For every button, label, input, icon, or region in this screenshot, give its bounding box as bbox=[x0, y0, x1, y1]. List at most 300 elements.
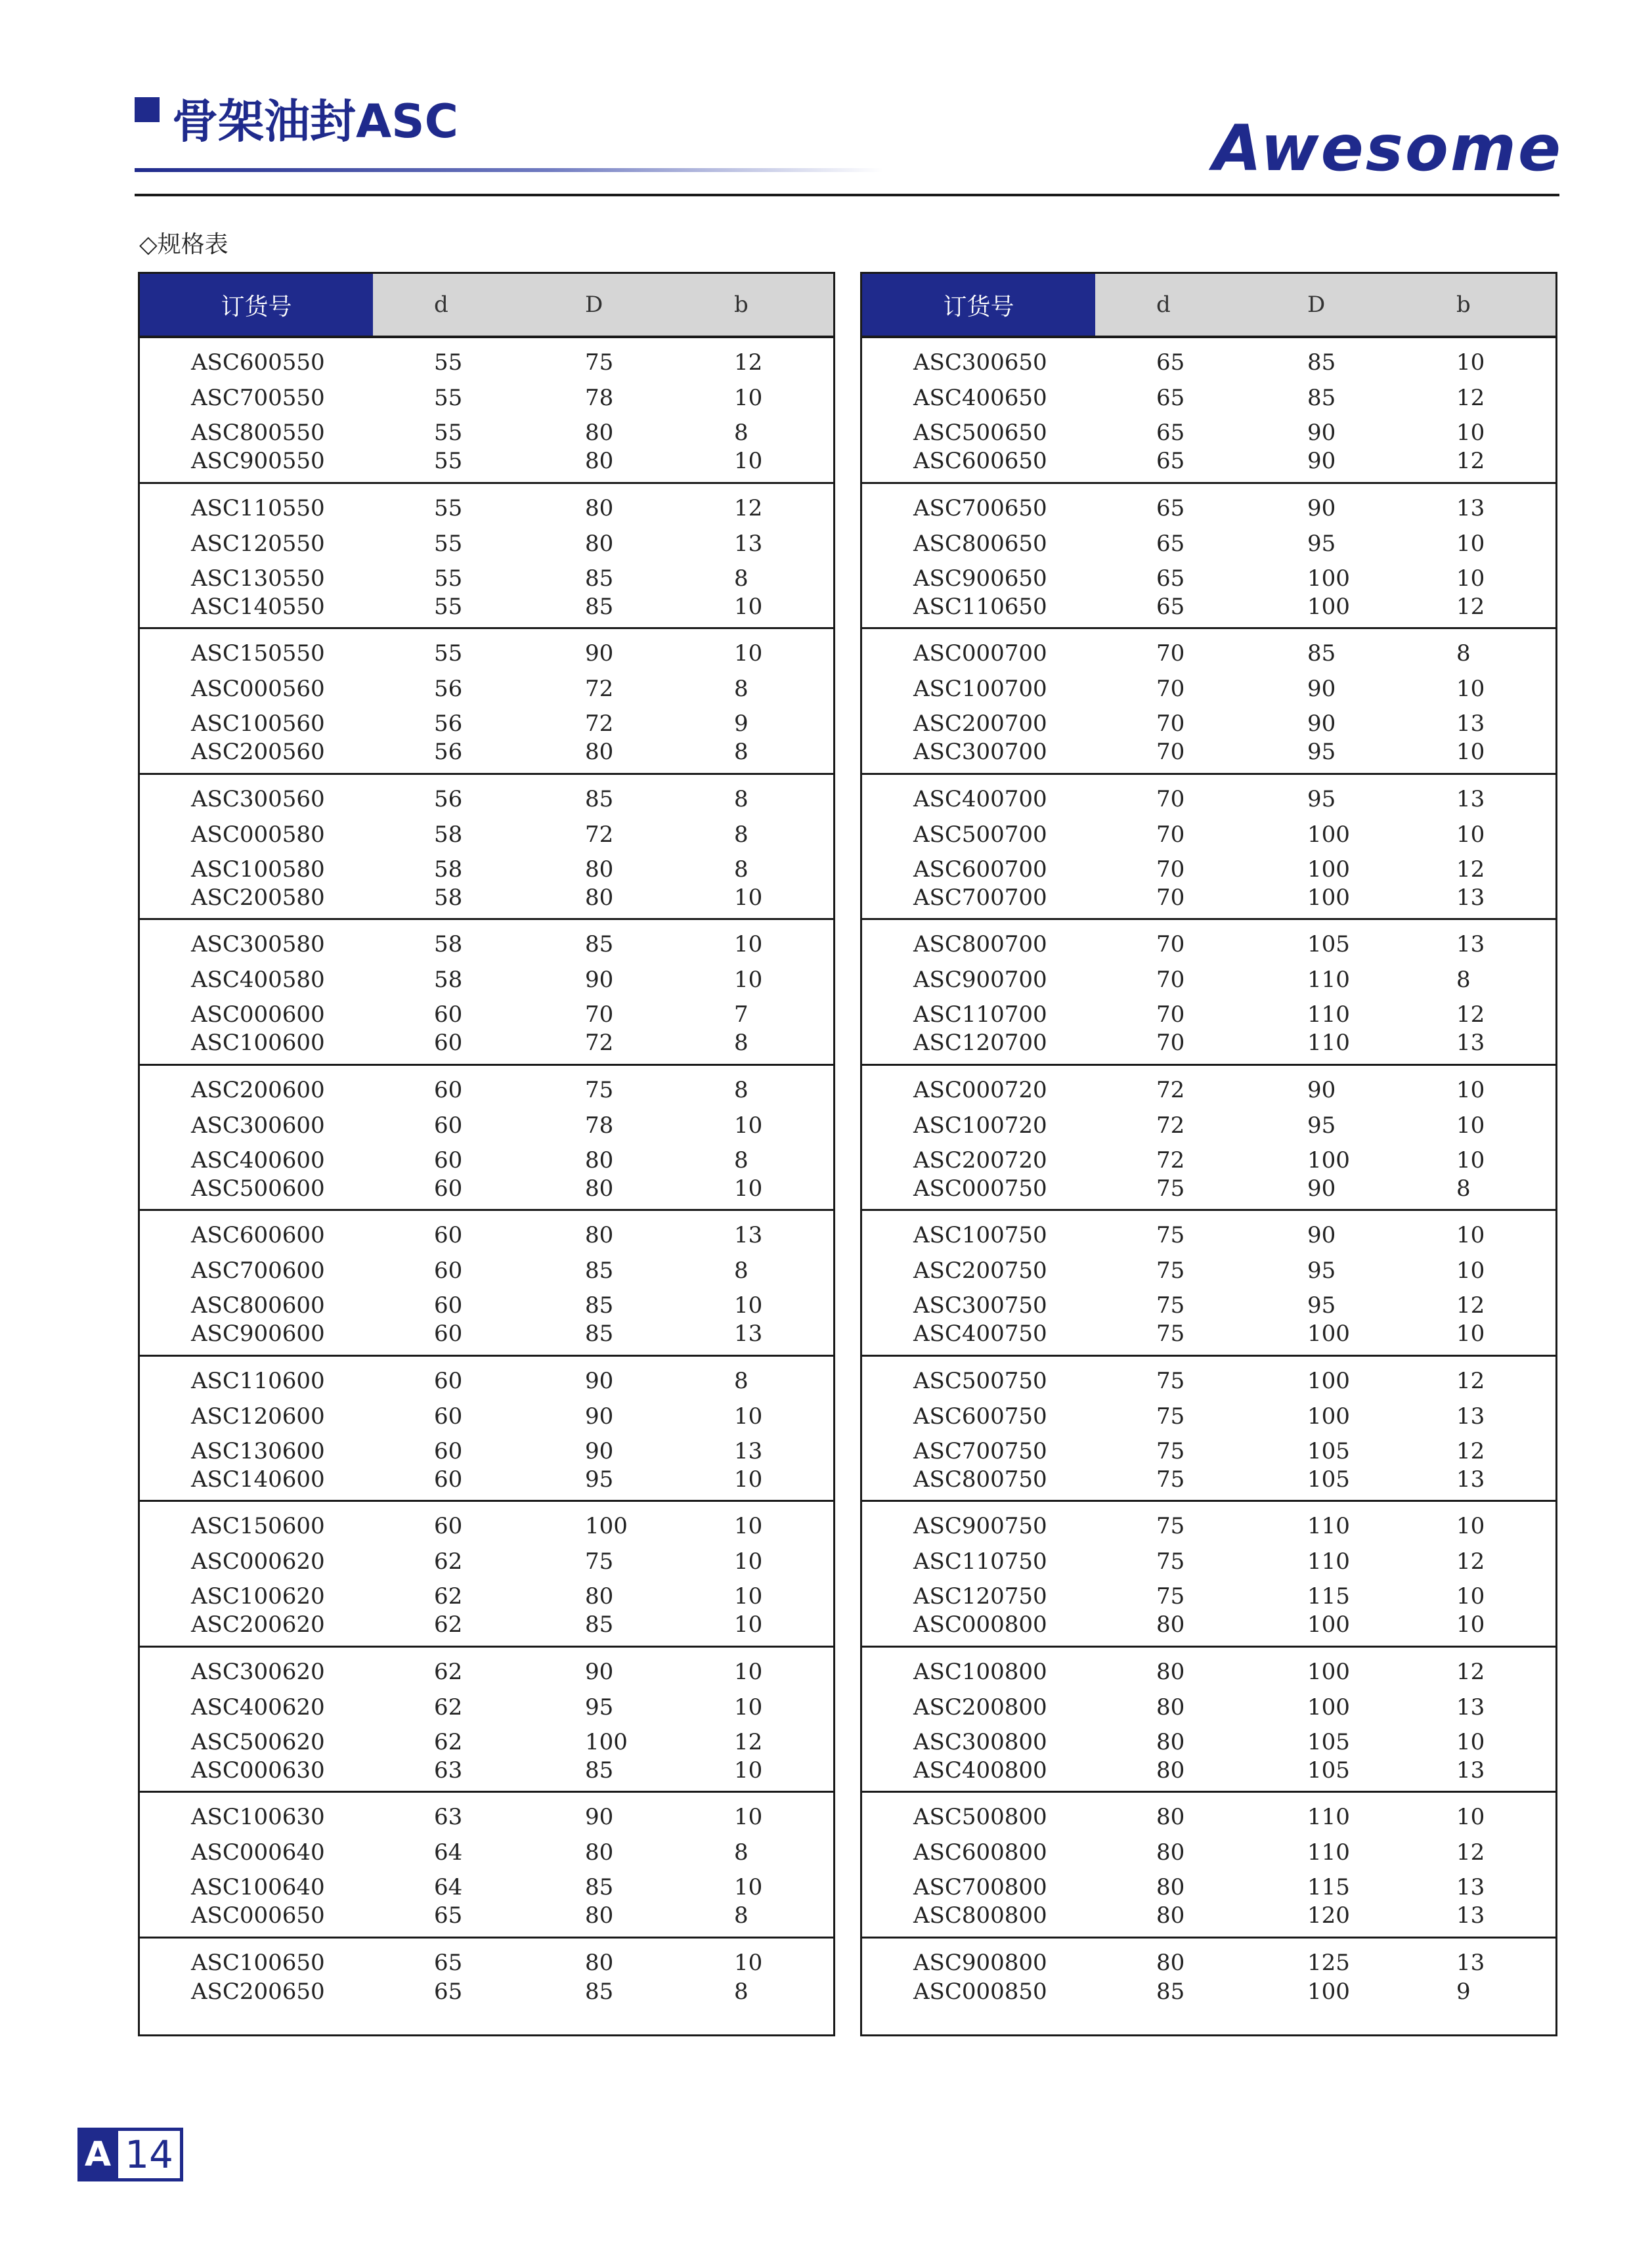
cell-d: 75 bbox=[1156, 1548, 1185, 1575]
cell-d: 72 bbox=[1156, 1147, 1185, 1173]
table-row bbox=[140, 1946, 833, 1979]
cell-order-no: ASC100560 bbox=[191, 711, 325, 737]
cell-d: 70 bbox=[1156, 967, 1185, 993]
cell-b: 8 bbox=[734, 1839, 749, 1866]
cell-order-no: ASC110650 bbox=[913, 593, 1047, 620]
cell-d: 60 bbox=[434, 1367, 463, 1394]
cell-b: 10 bbox=[734, 1292, 763, 1319]
cell-order-no: ASC100630 bbox=[191, 1804, 325, 1830]
cell-d: 65 bbox=[1156, 494, 1185, 521]
cell-d: 70 bbox=[1156, 821, 1185, 848]
cell-b: 10 bbox=[1456, 1583, 1485, 1610]
cell-d: 80 bbox=[1156, 1728, 1185, 1755]
cell-b: 10 bbox=[734, 1513, 763, 1539]
cell-b: 8 bbox=[734, 1030, 749, 1056]
cell-d: 80 bbox=[1156, 1839, 1185, 1866]
cell-order-no: ASC200620 bbox=[191, 1611, 325, 1638]
row-group bbox=[140, 1648, 833, 1793]
cell-order-no: ASC700800 bbox=[913, 1874, 1047, 1900]
cell-b: 12 bbox=[1456, 448, 1485, 474]
cell-d: 75 bbox=[1156, 1222, 1185, 1248]
cell-order-no: ASC400700 bbox=[913, 785, 1047, 812]
cell-order-no: ASC100750 bbox=[913, 1222, 1047, 1248]
table-row bbox=[862, 1463, 1555, 1496]
cell-order-no: ASC200750 bbox=[913, 1258, 1047, 1284]
cell-b: 12 bbox=[734, 1728, 763, 1755]
cell-order-no: ASC900550 bbox=[191, 448, 325, 474]
cell-d: 55 bbox=[434, 420, 463, 446]
table-body bbox=[140, 338, 833, 2034]
cell-b: 10 bbox=[1456, 676, 1485, 702]
cell-D: 100 bbox=[1307, 1658, 1350, 1685]
cell-order-no: ASC700600 bbox=[191, 1258, 325, 1284]
cell-D: 85 bbox=[585, 1757, 614, 1784]
cell-b: 8 bbox=[734, 1367, 749, 1394]
cell-b: 12 bbox=[1456, 1001, 1485, 1028]
cell-D: 80 bbox=[585, 530, 614, 557]
cell-b: 13 bbox=[1456, 1694, 1485, 1720]
cell-order-no: ASC800750 bbox=[913, 1466, 1047, 1493]
cell-order-no: ASC200700 bbox=[913, 711, 1047, 737]
cell-b: 8 bbox=[734, 856, 749, 883]
cell-d: 75 bbox=[1156, 1437, 1185, 1464]
cell-b: 10 bbox=[734, 931, 763, 957]
cell-D: 125 bbox=[1307, 1949, 1350, 1976]
cell-order-no: ASC000850 bbox=[913, 1978, 1047, 2005]
table-row bbox=[862, 590, 1555, 623]
cell-order-no: ASC200800 bbox=[913, 1694, 1047, 1720]
cell-d: 70 bbox=[1156, 931, 1185, 957]
cell-D: 90 bbox=[585, 1437, 614, 1464]
table-row bbox=[862, 1545, 1555, 1578]
cell-D: 110 bbox=[1307, 1513, 1350, 1539]
cell-d: 55 bbox=[434, 593, 463, 620]
cell-d: 60 bbox=[434, 1403, 463, 1430]
title-marker bbox=[135, 97, 160, 122]
cell-D: 85 bbox=[585, 1258, 614, 1284]
cell-b: 10 bbox=[734, 967, 763, 993]
table-body bbox=[862, 338, 1555, 2034]
cell-b: 8 bbox=[1456, 640, 1471, 667]
cell-b: 10 bbox=[1456, 1222, 1485, 1248]
cell-d: 60 bbox=[434, 1147, 463, 1173]
row-group bbox=[862, 1211, 1555, 1357]
title-underline bbox=[135, 168, 883, 172]
cell-D: 100 bbox=[1307, 1403, 1350, 1430]
cell-d: 64 bbox=[434, 1839, 463, 1866]
page-title: 骨架油封ASC bbox=[172, 95, 458, 148]
cell-order-no: ASC120600 bbox=[191, 1403, 325, 1430]
cell-D: 90 bbox=[1307, 448, 1336, 474]
cell-b: 12 bbox=[1456, 1367, 1485, 1394]
spec-table-left bbox=[138, 272, 835, 2036]
cell-D: 100 bbox=[1307, 821, 1350, 848]
table-row bbox=[862, 1655, 1555, 1688]
row-group bbox=[862, 775, 1555, 921]
cell-d: 56 bbox=[434, 739, 463, 765]
cell-D: 80 bbox=[585, 884, 614, 911]
table-row bbox=[862, 1754, 1555, 1787]
brand-logo: Awesome bbox=[1212, 112, 1563, 185]
cell-order-no: ASC600700 bbox=[913, 856, 1047, 883]
table-row bbox=[862, 1074, 1555, 1107]
cell-d: 58 bbox=[434, 856, 463, 883]
cell-d: 62 bbox=[434, 1728, 463, 1755]
cell-b: 13 bbox=[1456, 1949, 1485, 1976]
cell-order-no: ASC000750 bbox=[913, 1175, 1047, 1202]
cell-D: 100 bbox=[1307, 1367, 1350, 1394]
cell-D: 75 bbox=[585, 1076, 614, 1103]
cell-D: 85 bbox=[585, 785, 614, 812]
cell-D: 100 bbox=[1307, 856, 1350, 883]
cell-order-no: ASC800700 bbox=[913, 931, 1047, 957]
cell-d: 56 bbox=[434, 711, 463, 737]
cell-d: 56 bbox=[434, 676, 463, 702]
table-row bbox=[140, 1400, 833, 1433]
cell-b: 10 bbox=[1456, 420, 1485, 446]
cell-D: 100 bbox=[1307, 1694, 1350, 1720]
cell-order-no: ASC000620 bbox=[191, 1548, 325, 1575]
cell-D: 100 bbox=[1307, 565, 1350, 592]
cell-d: 65 bbox=[1156, 448, 1185, 474]
cell-order-no: ASC130600 bbox=[191, 1437, 325, 1464]
cell-d: 58 bbox=[434, 931, 463, 957]
cell-order-no: ASC000640 bbox=[191, 1839, 325, 1866]
cell-order-no: ASC500700 bbox=[913, 821, 1047, 848]
cell-d: 55 bbox=[434, 640, 463, 667]
table-row bbox=[140, 1510, 833, 1543]
cell-d: 60 bbox=[434, 1175, 463, 1202]
cell-b: 8 bbox=[734, 1902, 749, 1929]
table-row bbox=[140, 1836, 833, 1869]
cell-d: 80 bbox=[1156, 1694, 1185, 1720]
cell-D: 90 bbox=[1307, 711, 1336, 737]
row-group bbox=[140, 1502, 833, 1648]
table-row bbox=[862, 735, 1555, 768]
cell-D: 110 bbox=[1307, 1548, 1350, 1575]
cell-D: 80 bbox=[585, 1949, 614, 1976]
cell-d: 65 bbox=[1156, 420, 1185, 446]
cell-order-no: ASC300650 bbox=[913, 349, 1047, 376]
table-row bbox=[140, 1801, 833, 1833]
cell-D: 80 bbox=[585, 1147, 614, 1173]
cell-d: 65 bbox=[434, 1978, 463, 2005]
cell-order-no: ASC900650 bbox=[913, 565, 1047, 592]
table-row bbox=[140, 1975, 833, 2008]
cell-b: 10 bbox=[734, 593, 763, 620]
col-header-d: d bbox=[1156, 292, 1171, 318]
page-section-letter: A bbox=[77, 2128, 118, 2181]
cell-b: 8 bbox=[734, 821, 749, 848]
cell-d: 75 bbox=[1156, 1367, 1185, 1394]
cell-d: 80 bbox=[1156, 1949, 1185, 1976]
table-row bbox=[140, 1219, 833, 1252]
row-group bbox=[140, 920, 833, 1066]
table-row bbox=[862, 928, 1555, 961]
cell-order-no: ASC140550 bbox=[191, 593, 325, 620]
table-row bbox=[140, 818, 833, 851]
cell-b: 10 bbox=[734, 1175, 763, 1202]
cell-D: 95 bbox=[585, 1694, 614, 1720]
cell-d: 60 bbox=[434, 1513, 463, 1539]
cell-order-no: ASC000650 bbox=[191, 1902, 325, 1929]
cell-order-no: ASC110700 bbox=[913, 1001, 1047, 1028]
table-row bbox=[862, 1510, 1555, 1543]
cell-d: 58 bbox=[434, 821, 463, 848]
cell-b: 10 bbox=[1456, 821, 1485, 848]
cell-order-no: ASC600550 bbox=[191, 349, 325, 376]
cell-D: 90 bbox=[1307, 1175, 1336, 1202]
table-row bbox=[862, 672, 1555, 705]
cell-D: 90 bbox=[1307, 1222, 1336, 1248]
cell-b: 13 bbox=[1456, 1030, 1485, 1056]
cell-d: 65 bbox=[434, 1902, 463, 1929]
cell-D: 110 bbox=[1307, 967, 1350, 993]
cell-d: 75 bbox=[1156, 1175, 1185, 1202]
cell-D: 100 bbox=[1307, 884, 1350, 911]
cell-d: 75 bbox=[1156, 1258, 1185, 1284]
cell-order-no: ASC200650 bbox=[191, 1978, 325, 2005]
cell-d: 63 bbox=[434, 1804, 463, 1830]
cell-D: 72 bbox=[585, 676, 614, 702]
cell-D: 90 bbox=[585, 1804, 614, 1830]
cell-d: 80 bbox=[1156, 1902, 1185, 1929]
cell-D: 115 bbox=[1307, 1583, 1350, 1610]
col-header-D: D bbox=[1307, 292, 1326, 318]
cell-b: 12 bbox=[1456, 856, 1485, 883]
cell-d: 60 bbox=[434, 1466, 463, 1493]
cell-b: 10 bbox=[1456, 530, 1485, 557]
cell-D: 105 bbox=[1307, 1757, 1350, 1784]
cell-order-no: ASC900600 bbox=[191, 1321, 325, 1347]
cell-order-no: ASC110750 bbox=[913, 1548, 1047, 1575]
cell-b: 10 bbox=[734, 1112, 763, 1139]
table-row bbox=[862, 1317, 1555, 1350]
table-row bbox=[862, 818, 1555, 851]
cell-D: 80 bbox=[585, 1175, 614, 1202]
cell-d: 62 bbox=[434, 1694, 463, 1720]
cell-order-no: ASC700650 bbox=[913, 494, 1047, 521]
cell-order-no: ASC400750 bbox=[913, 1321, 1047, 1347]
cell-b: 10 bbox=[734, 1548, 763, 1575]
cell-b: 10 bbox=[734, 1874, 763, 1900]
table-row bbox=[140, 1655, 833, 1688]
cell-b: 13 bbox=[1456, 884, 1485, 911]
cell-D: 100 bbox=[1307, 1321, 1350, 1347]
cell-order-no: ASC100700 bbox=[913, 676, 1047, 702]
row-group bbox=[862, 920, 1555, 1066]
cell-d: 75 bbox=[1156, 1292, 1185, 1319]
table-row bbox=[862, 1026, 1555, 1059]
cell-D: 70 bbox=[585, 1001, 614, 1028]
row-group bbox=[140, 1793, 833, 1939]
cell-b: 10 bbox=[1456, 1513, 1485, 1539]
cell-D: 105 bbox=[1307, 931, 1350, 957]
cell-D: 110 bbox=[1307, 1030, 1350, 1056]
cell-b: 13 bbox=[1456, 1874, 1485, 1900]
table-row bbox=[862, 637, 1555, 670]
row-group bbox=[140, 484, 833, 630]
cell-D: 80 bbox=[585, 1222, 614, 1248]
cell-order-no: ASC300600 bbox=[191, 1112, 325, 1139]
table-row bbox=[140, 445, 833, 477]
table-row bbox=[140, 1074, 833, 1107]
cell-d: 60 bbox=[434, 1222, 463, 1248]
cell-order-no: ASC100800 bbox=[913, 1658, 1047, 1685]
cell-b: 10 bbox=[1456, 1076, 1485, 1103]
cell-D: 85 bbox=[585, 593, 614, 620]
cell-b: 12 bbox=[1456, 1548, 1485, 1575]
cell-b: 8 bbox=[1456, 967, 1471, 993]
cell-b: 12 bbox=[1456, 593, 1485, 620]
cell-D: 80 bbox=[585, 420, 614, 446]
table-row bbox=[862, 445, 1555, 477]
table-row bbox=[862, 1691, 1555, 1724]
cell-b: 10 bbox=[1456, 1611, 1485, 1638]
cell-b: 12 bbox=[734, 494, 763, 521]
cell-D: 85 bbox=[585, 1611, 614, 1638]
cell-b: 10 bbox=[1456, 349, 1485, 376]
cell-b: 10 bbox=[1456, 739, 1485, 765]
cell-d: 65 bbox=[434, 1949, 463, 1976]
cell-order-no: ASC300800 bbox=[913, 1728, 1047, 1755]
cell-D: 100 bbox=[585, 1513, 628, 1539]
row-group bbox=[862, 338, 1555, 484]
row-group bbox=[862, 1066, 1555, 1212]
cell-order-no: ASC800800 bbox=[913, 1902, 1047, 1929]
cell-order-no: ASC100600 bbox=[191, 1030, 325, 1056]
row-group bbox=[140, 1939, 833, 2014]
table-row bbox=[140, 346, 833, 379]
cell-d: 55 bbox=[434, 349, 463, 376]
cell-order-no: ASC100640 bbox=[191, 1874, 325, 1900]
cell-d: 64 bbox=[434, 1874, 463, 1900]
cell-D: 110 bbox=[1307, 1001, 1350, 1028]
cell-order-no: ASC500750 bbox=[913, 1367, 1047, 1394]
cell-b: 13 bbox=[734, 1437, 763, 1464]
table-row bbox=[862, 1836, 1555, 1869]
cell-d: 80 bbox=[1156, 1874, 1185, 1900]
cell-b: 8 bbox=[734, 1258, 749, 1284]
cell-D: 80 bbox=[585, 448, 614, 474]
cell-D: 90 bbox=[585, 967, 614, 993]
row-group bbox=[140, 1211, 833, 1357]
table-row bbox=[140, 783, 833, 816]
cell-order-no: ASC200580 bbox=[191, 884, 325, 911]
cell-b: 13 bbox=[1456, 1403, 1485, 1430]
cell-d: 75 bbox=[1156, 1321, 1185, 1347]
table-row bbox=[140, 1463, 833, 1496]
table-row bbox=[862, 963, 1555, 996]
table-row bbox=[862, 1899, 1555, 1932]
cell-D: 95 bbox=[1307, 530, 1336, 557]
cell-d: 75 bbox=[1156, 1403, 1185, 1430]
cell-b: 12 bbox=[734, 349, 763, 376]
cell-order-no: ASC900700 bbox=[913, 967, 1047, 993]
cell-d: 62 bbox=[434, 1548, 463, 1575]
cell-D: 80 bbox=[585, 1902, 614, 1929]
table-row bbox=[140, 1691, 833, 1724]
cell-d: 70 bbox=[1156, 785, 1185, 812]
cell-d: 65 bbox=[1156, 530, 1185, 557]
cell-order-no: ASC140600 bbox=[191, 1466, 325, 1493]
table-header bbox=[140, 274, 833, 338]
cell-b: 12 bbox=[1456, 385, 1485, 411]
table-row bbox=[140, 1754, 833, 1787]
cell-D: 90 bbox=[1307, 420, 1336, 446]
cell-b: 13 bbox=[734, 530, 763, 557]
cell-D: 85 bbox=[1307, 640, 1336, 667]
cell-D: 95 bbox=[1307, 1292, 1336, 1319]
cell-b: 12 bbox=[1456, 1292, 1485, 1319]
cell-D: 100 bbox=[1307, 1978, 1350, 2005]
page-number-badge bbox=[77, 2128, 183, 2181]
cell-D: 85 bbox=[1307, 385, 1336, 411]
cell-d: 70 bbox=[1156, 676, 1185, 702]
cell-order-no: ASC900800 bbox=[913, 1949, 1047, 1976]
cell-order-no: ASC500600 bbox=[191, 1175, 325, 1202]
cell-d: 80 bbox=[1156, 1658, 1185, 1685]
table-row bbox=[862, 783, 1555, 816]
cell-d: 65 bbox=[1156, 593, 1185, 620]
cell-order-no: ASC200560 bbox=[191, 739, 325, 765]
row-group bbox=[862, 1357, 1555, 1502]
cell-D: 75 bbox=[585, 349, 614, 376]
cell-order-no: ASC500650 bbox=[913, 420, 1047, 446]
cell-D: 72 bbox=[585, 711, 614, 737]
row-group bbox=[862, 1793, 1555, 1939]
cell-order-no: ASC120750 bbox=[913, 1583, 1047, 1610]
cell-b: 10 bbox=[734, 884, 763, 911]
table-row bbox=[862, 1608, 1555, 1641]
cell-b: 10 bbox=[1456, 1147, 1485, 1173]
cell-order-no: ASC000720 bbox=[913, 1076, 1047, 1103]
cell-order-no: ASC700550 bbox=[191, 385, 325, 411]
cell-b: 13 bbox=[1456, 785, 1485, 812]
table-row bbox=[862, 1365, 1555, 1397]
cell-order-no: ASC300560 bbox=[191, 785, 325, 812]
cell-D: 85 bbox=[585, 565, 614, 592]
cell-order-no: ASC120700 bbox=[913, 1030, 1047, 1056]
table-row bbox=[140, 382, 833, 414]
cell-order-no: ASC700700 bbox=[913, 884, 1047, 911]
cell-d: 55 bbox=[434, 385, 463, 411]
cell-D: 105 bbox=[1307, 1728, 1350, 1755]
cell-b: 12 bbox=[1456, 1437, 1485, 1464]
table-row bbox=[862, 1109, 1555, 1142]
cell-b: 10 bbox=[734, 1949, 763, 1976]
cell-d: 72 bbox=[1156, 1112, 1185, 1139]
table-row bbox=[140, 590, 833, 623]
cell-order-no: ASC300580 bbox=[191, 931, 325, 957]
table-row bbox=[140, 1026, 833, 1059]
cell-D: 100 bbox=[1307, 593, 1350, 620]
cell-d: 65 bbox=[1156, 565, 1185, 592]
cell-D: 95 bbox=[1307, 785, 1336, 812]
cell-order-no: ASC400650 bbox=[913, 385, 1047, 411]
cell-b: 10 bbox=[734, 1804, 763, 1830]
cell-order-no: ASC200600 bbox=[191, 1076, 325, 1103]
cell-D: 72 bbox=[585, 821, 614, 848]
cell-D: 90 bbox=[585, 1658, 614, 1685]
col-header-D: D bbox=[585, 292, 603, 318]
header-divider bbox=[135, 194, 1559, 196]
cell-order-no: ASC400580 bbox=[191, 967, 325, 993]
cell-D: 80 bbox=[585, 739, 614, 765]
cell-order-no: ASC000630 bbox=[191, 1757, 325, 1784]
cell-order-no: ASC000600 bbox=[191, 1001, 325, 1028]
cell-b: 10 bbox=[1456, 1804, 1485, 1830]
